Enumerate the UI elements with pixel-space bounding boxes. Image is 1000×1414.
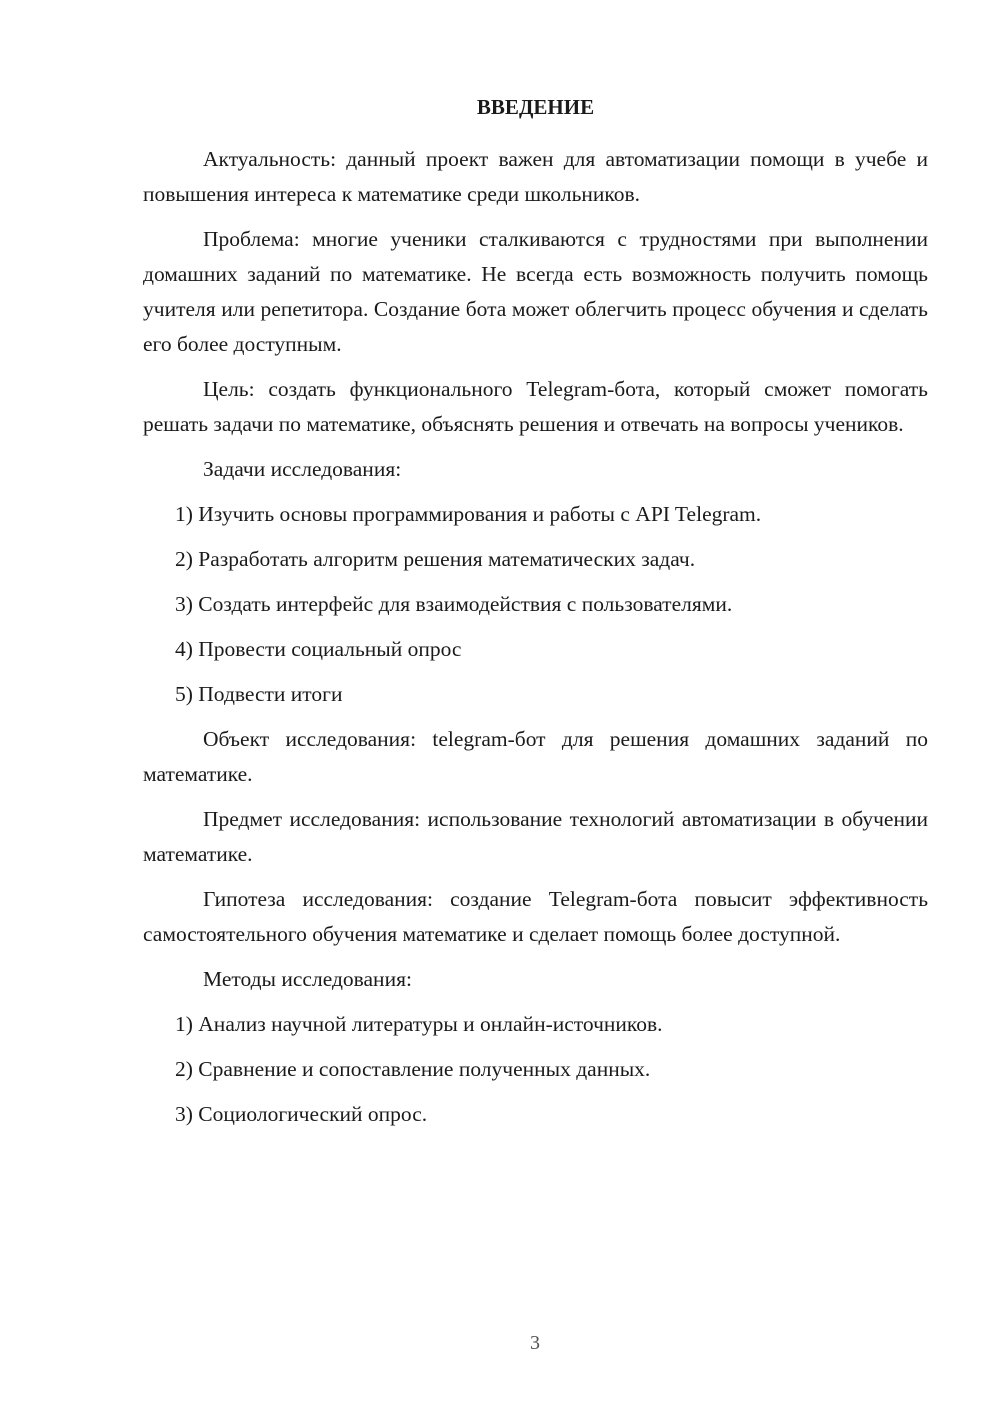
tasks-heading: Задачи исследования: [203,457,402,481]
goal-paragraph: Цель: создать функционального Telegram-бота, который сможет помогать решать задачи по математике, объяснять решения и отвечать на вопросы учеников. [143,377,928,436]
object-paragraph: Объект исследования: telegram-бот для решения домашних заданий по математике. [143,727,928,786]
list-item: 1) Анализ научной литературы и онлайн-источников. [175,1012,663,1036]
problem-paragraph: Проблема: многие ученики сталкиваются с трудностями при выполнении домашних заданий по математике. Не всегда есть возможность получить помощь учителя или репетитора. Создание бота может облегчить процесс обучения и сделать его более доступным. [143,227,928,356]
list-item: 1) Изучить основы программирования и работы с API Telegram. [175,502,762,526]
list-item: 2) Сравнение и сопоставление полученных данных. [175,1057,651,1081]
tasks-list [143,497,928,712]
list-item: 3) Социологический опрос. [175,1102,428,1126]
section-title: ВВЕДЕНИЕ [476,95,595,119]
methods-list [143,1007,928,1132]
list-item: 2) Разработать алгоритм решения математических задач. [175,547,696,571]
document-page [143,92,928,1142]
subject-paragraph: Предмет исследования: использование технологий автоматизации в обучении математике. [143,807,928,866]
hypothesis-paragraph: Гипотеза исследования: создание Telegram-бота повысит эффективность самостоятельного обучения математике и сделает помощь более доступной. [143,887,928,946]
list-item: 4) Провести социальный опрос [175,637,462,661]
page-number: 3 [530,1332,540,1354]
methods-heading: Методы исследования: [203,967,412,991]
relevance-paragraph: Актуальность: данный проект важен для автоматизации помощи в учебе и повышения интереса к математике среди школьников. [143,147,928,206]
list-item: 3) Создать интерфейс для взаимодействия с пользователями. [175,592,733,616]
list-item: 5) Подвести итоги [175,682,343,706]
